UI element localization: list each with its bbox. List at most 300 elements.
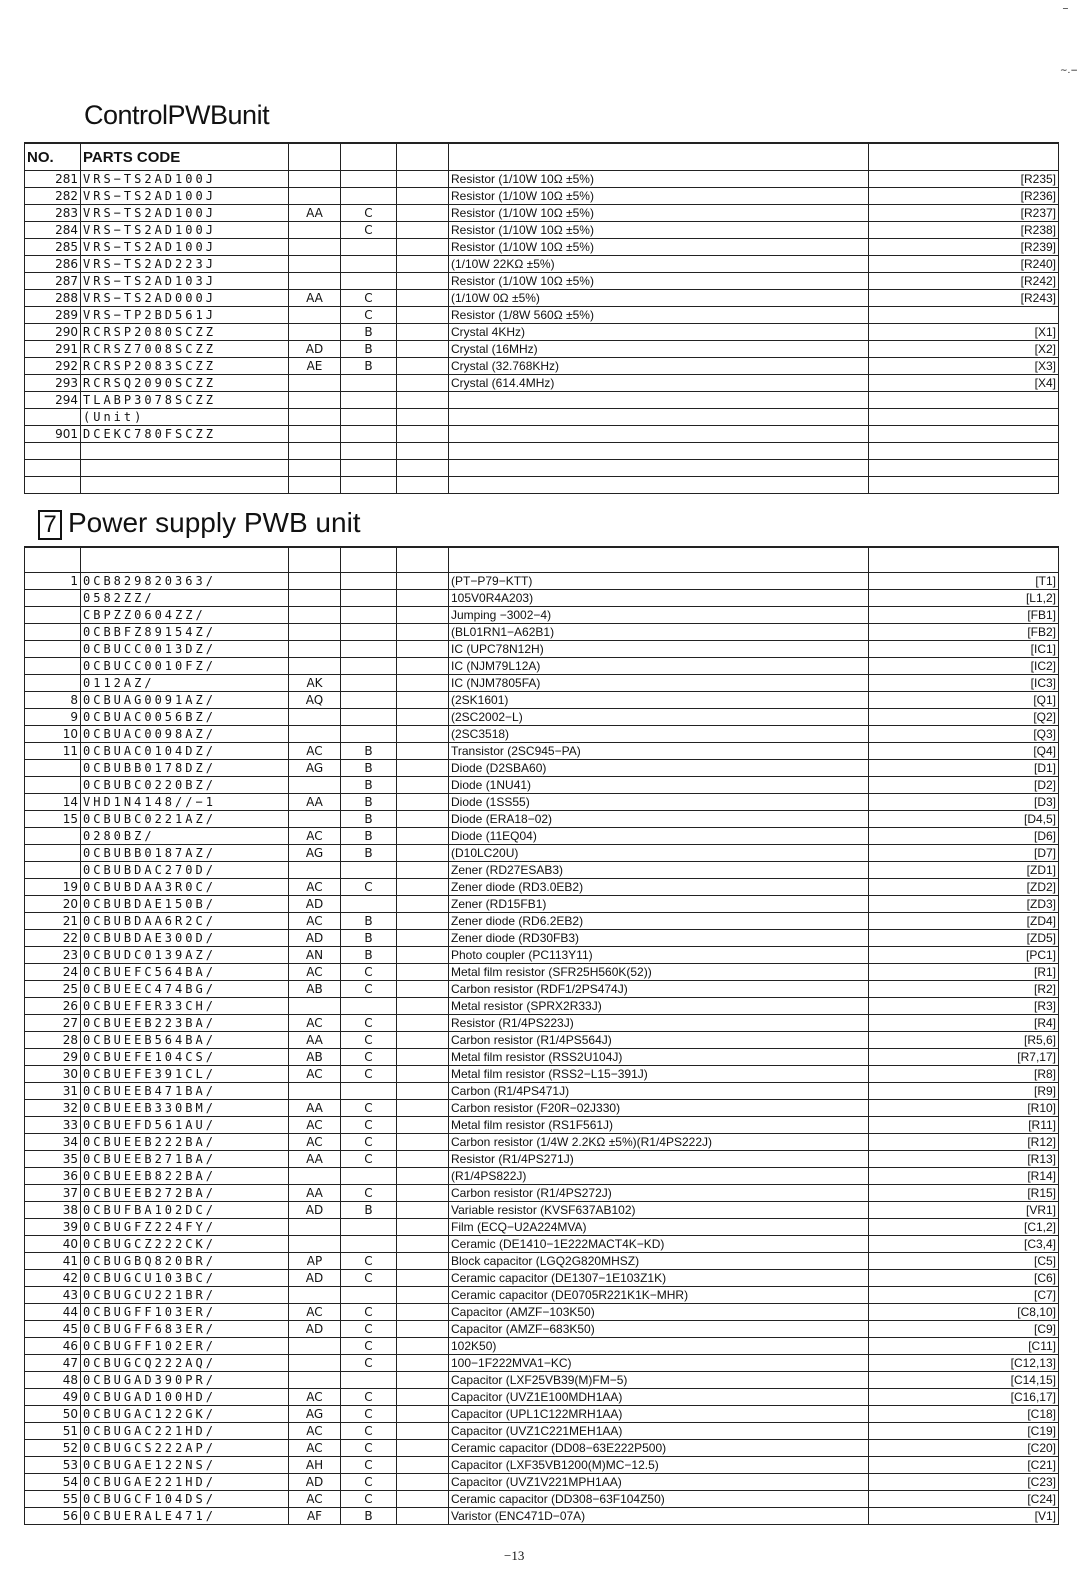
rank-code — [341, 862, 397, 879]
rank-code: C — [341, 1100, 397, 1117]
reference: [C21] — [869, 1457, 1059, 1474]
rank-code: C — [341, 1151, 397, 1168]
parts-code: TLABP3078SCZZ — [81, 392, 289, 409]
table-row — [25, 1508, 1059, 1525]
parts-code: 0CBUEFC564BA/ — [81, 964, 289, 981]
rank-code — [341, 692, 397, 709]
description: Ceramic capacitor (DD308−63F104Z50) — [449, 1491, 869, 1508]
parts-code: 0CBUGAE122NS/ — [81, 1457, 289, 1474]
price-code — [289, 590, 341, 607]
price-code — [289, 1355, 341, 1372]
price-code: AG — [289, 760, 341, 777]
table-row — [25, 1168, 1059, 1185]
parts-code: 0CBUGBQ820BR/ — [81, 1253, 289, 1270]
rank-code: C — [341, 307, 397, 324]
table-row — [25, 828, 1059, 845]
parts-code: VRS−TS2AD100J — [81, 222, 289, 239]
description: Carbon resistor (R1/4PS272J) — [449, 1185, 869, 1202]
reference: [ZD4] — [869, 913, 1059, 930]
reference: [ZD3] — [869, 896, 1059, 913]
description: (D10LC20U) — [449, 845, 869, 862]
description: Resistor (1/10W 10Ω ±5%) — [449, 171, 869, 188]
table-row — [25, 256, 1059, 273]
item-number: 32 — [25, 1100, 81, 1117]
price-code — [289, 573, 341, 590]
item-number: 45 — [25, 1321, 81, 1338]
reference: [C20] — [869, 1440, 1059, 1457]
price-code: AA — [289, 290, 341, 307]
rank-code: C — [341, 964, 397, 981]
description: Film (ECQ−U2A224MVA) — [449, 1219, 869, 1236]
item-number: 9 — [25, 709, 81, 726]
table-row — [25, 1202, 1059, 1219]
parts-code: 0CBUCC0010FZ/ — [81, 658, 289, 675]
empty-row — [25, 477, 1059, 494]
item-number: 49 — [25, 1389, 81, 1406]
parts-code: VRS−TS2AD100J — [81, 188, 289, 205]
parts-code: 0CBUBDAA6R2C/ — [81, 913, 289, 930]
price-code: AD — [289, 1321, 341, 1338]
item-number: 50 — [25, 1406, 81, 1423]
price-code — [289, 307, 341, 324]
price-code — [289, 222, 341, 239]
page-number: −13 — [504, 1548, 525, 1563]
item-number: 292 — [25, 358, 81, 375]
parts-code: 0CBUAC0056BZ/ — [81, 709, 289, 726]
description: Jumping −3002−4) — [449, 607, 869, 624]
item-number: 30 — [25, 1066, 81, 1083]
item-number: 41 — [25, 1253, 81, 1270]
parts-code: 0CBUGFZ224FY/ — [81, 1219, 289, 1236]
description: Resistor (1/10W 10Ω ±5%) — [449, 205, 869, 222]
price-code — [289, 862, 341, 879]
parts-code: VRS−TS2AD000J — [81, 290, 289, 307]
reference: [C23] — [869, 1474, 1059, 1491]
price-code: AA — [289, 205, 341, 222]
table-row — [25, 1253, 1059, 1270]
item-number: 26 — [25, 998, 81, 1015]
price-code — [289, 1083, 341, 1100]
reference: [C19] — [869, 1423, 1059, 1440]
item-number — [25, 658, 81, 675]
rank-code — [341, 1168, 397, 1185]
control-pwb-unit-title: ControlPWBunit — [84, 100, 270, 130]
price-code — [289, 726, 341, 743]
reference: [R238] — [869, 222, 1059, 239]
reference: [R14] — [869, 1168, 1059, 1185]
item-number: 56 — [25, 1508, 81, 1525]
item-number — [25, 607, 81, 624]
description: (1/10W 22KΩ ±5%) — [449, 256, 869, 273]
parts-code: 0CBUAG0091AZ/ — [81, 692, 289, 709]
description: 105V0R4A203) — [449, 590, 869, 607]
item-number: 22 — [25, 930, 81, 947]
parts-code: 0582ZZ/ — [81, 590, 289, 607]
price-code: AC — [289, 913, 341, 930]
rank-code — [341, 726, 397, 743]
item-number — [25, 409, 81, 426]
price-code: AC — [289, 1134, 341, 1151]
description: Zener diode (RD3.0EB2) — [449, 879, 869, 896]
parts-code: 0CBUGAC221HD/ — [81, 1423, 289, 1440]
table-row — [25, 1355, 1059, 1372]
parts-code: 0CBUAC0098AZ/ — [81, 726, 289, 743]
price-code — [289, 171, 341, 188]
item-number — [25, 624, 81, 641]
description: Crystal (32.768KHz) — [449, 358, 869, 375]
price-code: AF — [289, 1508, 341, 1525]
reference: [C24] — [869, 1491, 1059, 1508]
rank-code: C — [341, 1253, 397, 1270]
parts-code: VRS−TS2AD100J — [81, 171, 289, 188]
parts-code: 0CBUEEB222BA/ — [81, 1134, 289, 1151]
rank-code: C — [341, 1474, 397, 1491]
description: Crystal (16MHz) — [449, 341, 869, 358]
description: Capacitor (AMZF−683K50) — [449, 1321, 869, 1338]
description: (2SC2002−L) — [449, 709, 869, 726]
item-number: 15 — [25, 811, 81, 828]
price-code — [289, 273, 341, 290]
description: 102K50) — [449, 1338, 869, 1355]
description: Resistor (1/10W 10Ω ±5%) — [449, 222, 869, 239]
price-code: AP — [289, 1253, 341, 1270]
parts-code: 0CBUGCU221BR/ — [81, 1287, 289, 1304]
item-number — [25, 641, 81, 658]
price-code — [289, 409, 341, 426]
table-row — [25, 862, 1059, 879]
description: Ceramic capacitor (DE1307−1E103Z1K) — [449, 1270, 869, 1287]
reference: [IC2] — [869, 658, 1059, 675]
price-code — [289, 1236, 341, 1253]
description: Capacitor (UVZ1C221MEH1AA) — [449, 1423, 869, 1440]
table-row — [25, 341, 1059, 358]
price-code: AH — [289, 1457, 341, 1474]
item-number: 282 — [25, 188, 81, 205]
item-number: 25 — [25, 981, 81, 998]
table-row — [25, 1287, 1059, 1304]
reference: [D2] — [869, 777, 1059, 794]
table-row — [25, 760, 1059, 777]
rank-code: C — [341, 1457, 397, 1474]
reference: [C11] — [869, 1338, 1059, 1355]
table-row — [25, 607, 1059, 624]
item-number: 35 — [25, 1151, 81, 1168]
parts-code: 0CBUGAE221HD/ — [81, 1474, 289, 1491]
description: 100−1F222MVA1−KC) — [449, 1355, 869, 1372]
item-number: 39 — [25, 1219, 81, 1236]
description: Carbon resistor (RDF1/2PS474J) — [449, 981, 869, 998]
rank-code: C — [341, 1440, 397, 1457]
reference: [R3] — [869, 998, 1059, 1015]
price-code — [289, 641, 341, 658]
table-row — [25, 1457, 1059, 1474]
item-number: 37 — [25, 1185, 81, 1202]
parts-code: CBPZZ0604ZZ/ — [81, 607, 289, 624]
price-code — [289, 624, 341, 641]
item-number: 23 — [25, 947, 81, 964]
parts-code: VRS−TS2AD100J — [81, 205, 289, 222]
rank-code — [341, 896, 397, 913]
price-code: AB — [289, 981, 341, 998]
description: (2SK1601) — [449, 692, 869, 709]
reference: [R15] — [869, 1185, 1059, 1202]
item-number: 54 — [25, 1474, 81, 1491]
reference: [X3] — [869, 358, 1059, 375]
description: Resistor (1/10W 10Ω ±5%) — [449, 273, 869, 290]
rank-code: B — [341, 1508, 397, 1525]
description: Diode (1NU41) — [449, 777, 869, 794]
item-number: 34 — [25, 1134, 81, 1151]
rank-code: B — [341, 743, 397, 760]
reference: [D7] — [869, 845, 1059, 862]
price-code — [289, 375, 341, 392]
parts-code: 0CBUBB0187AZ/ — [81, 845, 289, 862]
control-pwb-parts-table — [24, 142, 1059, 494]
price-code — [289, 1168, 341, 1185]
table-row — [25, 641, 1059, 658]
item-number: 29 — [25, 1049, 81, 1066]
price-code: AA — [289, 1151, 341, 1168]
price-code — [289, 607, 341, 624]
parts-code: 0CBUGCZ222CK/ — [81, 1236, 289, 1253]
reference: [R11] — [869, 1117, 1059, 1134]
description: Carbon resistor (F20R−02J330) — [449, 1100, 869, 1117]
table-row — [25, 392, 1059, 409]
price-code: AC — [289, 1015, 341, 1032]
table-row — [25, 290, 1059, 307]
rank-code — [341, 1236, 397, 1253]
description: Metal film resistor (RSS2U104J) — [449, 1049, 869, 1066]
reference: [R235] — [869, 171, 1059, 188]
parts-code: 0CBUBDAE150B/ — [81, 896, 289, 913]
table-row — [25, 1032, 1059, 1049]
item-number: 281 — [25, 171, 81, 188]
table-row — [25, 273, 1059, 290]
price-code: AD — [289, 1270, 341, 1287]
parts-code: 0CBUFBA102DC/ — [81, 1202, 289, 1219]
power-supply-parts-table — [24, 546, 1059, 1525]
table-row — [25, 1083, 1059, 1100]
reference: [R243] — [869, 290, 1059, 307]
reference: [C1,2] — [869, 1219, 1059, 1236]
reference: [C14,15] — [869, 1372, 1059, 1389]
parts-code: 0112AZ/ — [81, 675, 289, 692]
rank-code — [341, 375, 397, 392]
rank-code — [341, 239, 397, 256]
item-number: 289 — [25, 307, 81, 324]
description: Metal film resistor (RS1F561J) — [449, 1117, 869, 1134]
table-row — [25, 1338, 1059, 1355]
reference: [Q3] — [869, 726, 1059, 743]
description: Metal film resistor (RSS2−L15−391J) — [449, 1066, 869, 1083]
rank-code — [341, 675, 397, 692]
item-number: 21 — [25, 913, 81, 930]
table-row — [25, 1321, 1059, 1338]
rank-code: C — [341, 1338, 397, 1355]
power-rows — [25, 547, 1059, 1525]
reference: [Q2] — [869, 709, 1059, 726]
reference — [869, 392, 1059, 409]
item-number: 287 — [25, 273, 81, 290]
parts-code: 0CBUBB0178DZ/ — [81, 760, 289, 777]
reference: [R7,17] — [869, 1049, 1059, 1066]
parts-code: 0CBUBC0220BZ/ — [81, 777, 289, 794]
parts-code: VHD1N4148//−1 — [81, 794, 289, 811]
corner-mark: − — [1062, 4, 1069, 13]
parts-code: 0CBUGCU103BC/ — [81, 1270, 289, 1287]
item-number: 285 — [25, 239, 81, 256]
parts-code: VRS−TS2AD223J — [81, 256, 289, 273]
item-number: 40 — [25, 1236, 81, 1253]
rank-code: C — [341, 1423, 397, 1440]
table-row — [25, 590, 1059, 607]
reference: [ZD2] — [869, 879, 1059, 896]
parts-code: 0280BZ/ — [81, 828, 289, 845]
parts-code: 0CBUCC0013DZ/ — [81, 641, 289, 658]
item-number: 28 — [25, 1032, 81, 1049]
item-number: 20 — [25, 896, 81, 913]
reference — [869, 409, 1059, 426]
item-number: 42 — [25, 1270, 81, 1287]
price-code: AD — [289, 341, 341, 358]
reference: [ZD1] — [869, 862, 1059, 879]
reference: [FB1] — [869, 607, 1059, 624]
item-number: 48 — [25, 1372, 81, 1389]
reference: [R237] — [869, 205, 1059, 222]
description: Crystal (614.4MHz) — [449, 375, 869, 392]
price-code — [289, 998, 341, 1015]
rank-code — [341, 1083, 397, 1100]
price-code: AA — [289, 794, 341, 811]
rank-code — [341, 426, 397, 443]
table-row — [25, 1117, 1059, 1134]
parts-code: 0CBUBDAE300D/ — [81, 930, 289, 947]
parts-code: RCRSP2080SCZZ — [81, 324, 289, 341]
table-row — [25, 1491, 1059, 1508]
price-code: AC — [289, 1440, 341, 1457]
item-number: 288 — [25, 290, 81, 307]
reference: [C18] — [869, 1406, 1059, 1423]
reference: [D1] — [869, 760, 1059, 777]
price-code: AA — [289, 1100, 341, 1117]
table-row — [25, 1151, 1059, 1168]
price-code: AC — [289, 743, 341, 760]
parts-code: 0CBUEEC474BG/ — [81, 981, 289, 998]
rank-code — [341, 409, 397, 426]
reference: [D4,5] — [869, 811, 1059, 828]
empty-row — [25, 443, 1059, 460]
table-row — [25, 930, 1059, 947]
item-number: 31 — [25, 1083, 81, 1100]
price-code: AG — [289, 845, 341, 862]
reference: [VR1] — [869, 1202, 1059, 1219]
rank-code: B — [341, 358, 397, 375]
price-code: AE — [289, 358, 341, 375]
reference: [D3] — [869, 794, 1059, 811]
table-row — [25, 981, 1059, 998]
rank-code: C — [341, 1015, 397, 1032]
reference: [C12,13] — [869, 1355, 1059, 1372]
reference: [L1,2] — [869, 590, 1059, 607]
rank-code — [341, 573, 397, 590]
rank-code: C — [341, 1049, 397, 1066]
price-code — [289, 1287, 341, 1304]
reference: [X2] — [869, 341, 1059, 358]
reference: [R2] — [869, 981, 1059, 998]
item-number: 55 — [25, 1491, 81, 1508]
item-number — [25, 675, 81, 692]
table-row — [25, 171, 1059, 188]
parts-code: 0CBUAC0104DZ/ — [81, 743, 289, 760]
table-row — [25, 913, 1059, 930]
parts-code: 0CBUBDAC270D/ — [81, 862, 289, 879]
table-row — [25, 573, 1059, 590]
rank-code: C — [341, 1032, 397, 1049]
description: Variable resistor (KVSF637AB102) — [449, 1202, 869, 1219]
price-code: AG — [289, 1406, 341, 1423]
price-code: AA — [289, 1185, 341, 1202]
price-code — [289, 777, 341, 794]
description: Diode (D2SBA60) — [449, 760, 869, 777]
description: (1/10W 0Ω ±5%) — [449, 290, 869, 307]
parts-code: 0CBUGFF103ER/ — [81, 1304, 289, 1321]
table-row — [25, 1066, 1059, 1083]
price-code: AC — [289, 828, 341, 845]
parts-code: (Unit) — [81, 409, 289, 426]
table-row — [25, 675, 1059, 692]
rank-code — [341, 624, 397, 641]
empty-row — [25, 460, 1059, 477]
price-code — [289, 426, 341, 443]
rank-code: B — [341, 930, 397, 947]
table-row — [25, 1219, 1059, 1236]
table-row — [25, 964, 1059, 981]
price-code: AD — [289, 896, 341, 913]
rank-code: C — [341, 1355, 397, 1372]
price-code — [289, 188, 341, 205]
parts-code: 0CBUEEB271BA/ — [81, 1151, 289, 1168]
parts-code: 0CBUGCF104DS/ — [81, 1491, 289, 1508]
table-row — [25, 1015, 1059, 1032]
price-code — [289, 1372, 341, 1389]
section-number: 7 — [38, 510, 62, 540]
table-row — [25, 426, 1059, 443]
parts-code: RCRSP2083SCZZ — [81, 358, 289, 375]
description: IC (NJM7805FA) — [449, 675, 869, 692]
rank-code: B — [341, 845, 397, 862]
item-number: 51 — [25, 1423, 81, 1440]
rank-code: B — [341, 947, 397, 964]
description: (2SC3518) — [449, 726, 869, 743]
description: Metal film resistor (SFR25H560K(52)) — [449, 964, 869, 981]
rank-code: C — [341, 222, 397, 239]
parts-code: RCRSQ2090SCZZ — [81, 375, 289, 392]
item-number: 294 — [25, 392, 81, 409]
parts-code: 0CBUGAC122GK/ — [81, 1406, 289, 1423]
description: (BL01RN1−A62B1) — [449, 624, 869, 641]
parts-code: 0CBUEEB564BA/ — [81, 1032, 289, 1049]
table-row — [25, 1440, 1059, 1457]
description: Diode (11EQ04) — [449, 828, 869, 845]
reference: [R236] — [869, 188, 1059, 205]
table-row — [25, 1389, 1059, 1406]
reference: [R8] — [869, 1066, 1059, 1083]
rank-code: C — [341, 1066, 397, 1083]
price-code — [289, 709, 341, 726]
item-number: 11 — [25, 743, 81, 760]
description: Zener diode (RD30FB3) — [449, 930, 869, 947]
power-supply-pwb-title — [38, 507, 361, 540]
